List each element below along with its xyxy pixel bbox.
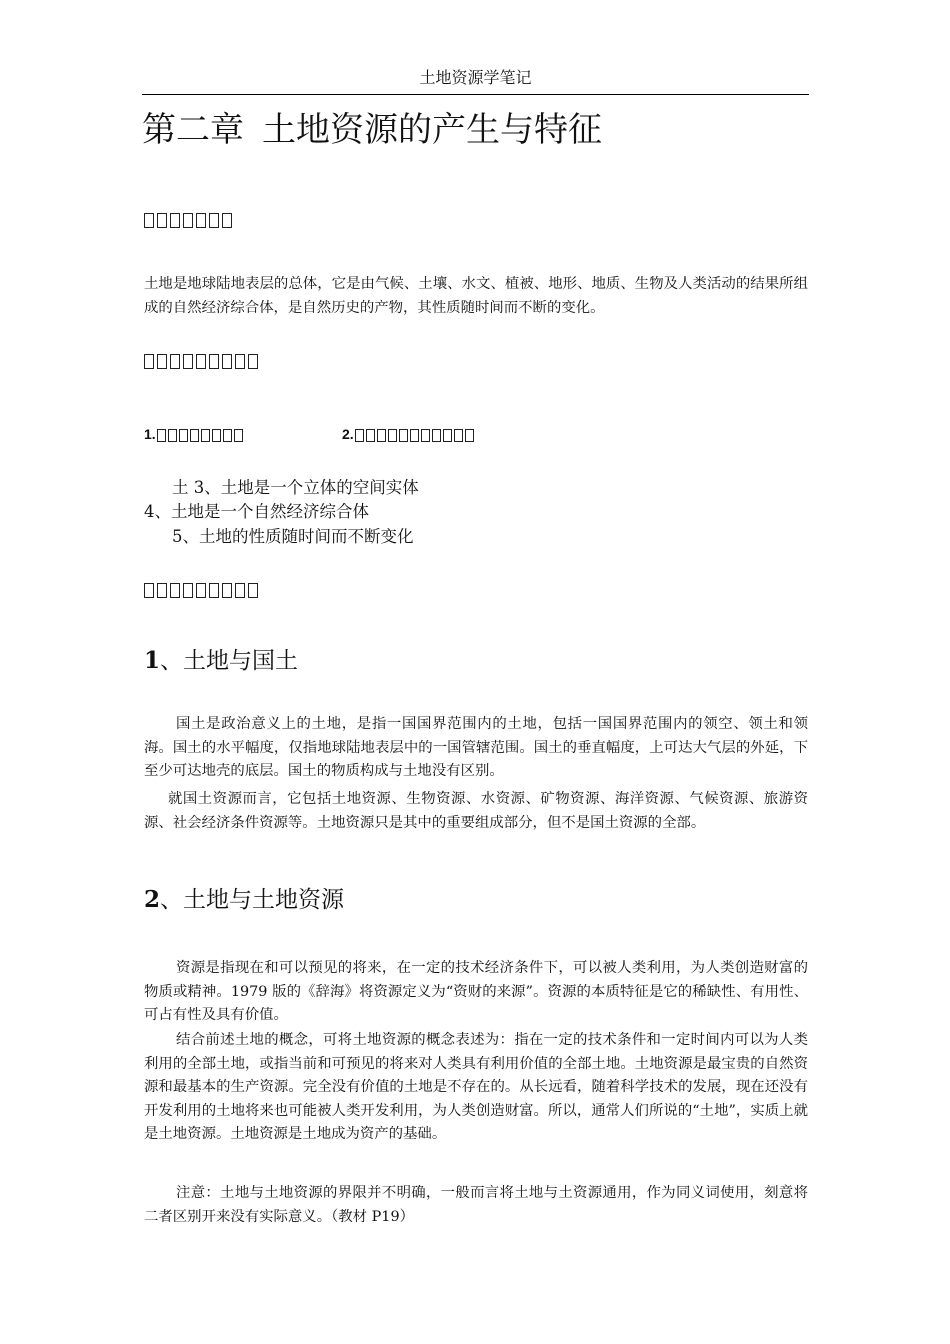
chapter-name: 土地资源的产生与特征 — [262, 110, 602, 150]
section-1-title: 、土地与国土 — [160, 648, 299, 674]
list-item-2-number: 2. — [342, 426, 354, 442]
list-item-2 — [342, 425, 476, 443]
list-item-4: 4、土地是一个自然经济综合体 — [144, 502, 369, 521]
chapter-number: 第二章 — [142, 110, 244, 150]
section-2-paragraph-1: 资源是指现在和可以预见的将来，在一定的技术经济条件下，可以被人类利用，为人类创造财富的物质或精神。1979 版的《辞海》将资源定义为“资财的来源”。资源的本质特征是它的稀缺性、有用性、可占有性及具有价值。 — [144, 960, 808, 1023]
section-2-number: 2 — [144, 886, 161, 913]
heading-missing-glyphs-2 — [144, 351, 261, 371]
section-1-paragraph-1: 国土是政治意义上的土地，是指一国国界范围内的土地，包括一国国界范围内的领空、领土和领海。国土的水平幅度，仅指地球陆地表层中的一国管辖范围。国土的垂直幅度，上可达大气层的外延，下至少可达地壳的底层。国土的物质构成与土地没有区别。 — [144, 716, 808, 779]
running-header-title: 土地资源学笔记 — [419, 68, 532, 87]
section-1-number: 1 — [144, 647, 161, 674]
definition-paragraph: 土地是地球陆地表层的总体，它是由气候、土壤、水文、植被、地形、地质、生物及人类活动的结果所组成的自然经济综合体，是自然历史的产物，其性质随时间而不断的变化。 — [144, 276, 808, 316]
section-2-title: 、土地与土地资源 — [160, 887, 345, 913]
section-heading-2 — [144, 884, 344, 916]
list-item-5: 5、土地的性质随时间而不断变化 — [172, 527, 414, 546]
list-item-3: 土 3、土地是一个立体的空间实体 — [172, 478, 419, 497]
section-2-paragraph-2: 结合前述土地的概念，可将土地资源的概念表述为：指在一定的技术条件和一定时间内可以为人类利用的全部土地，或指当前和可预见的将来对人类具有利用价值的全部土地。土地资源是最宝贵的自然资源和最基本的生产资源。完全没有价值的土地是不存在的。从长远看，随着科学技术的发展，现在还没有开发利用的土地将来也可能被人类开发利用，为人类创造财富。所以，通常人们所说的“土地”，实质上就是土地资源。土地资源是土地成为资产的基础。 — [144, 1032, 808, 1142]
chapter-title — [142, 108, 809, 152]
heading-missing-glyphs-3 — [144, 580, 261, 600]
section-2-paragraph-3: 注意：土地与土地资源的界限并不明确，一般而言将土地与土资源通用，作为同义词使用，刻意将二者区别开来没有实际意义。（教材 P19） — [144, 1185, 808, 1225]
list-item-1 — [144, 425, 245, 443]
list-item-1-number: 1. — [144, 426, 156, 442]
heading-missing-glyphs-1 — [144, 210, 235, 230]
section-heading-1 — [144, 645, 298, 677]
section-1-paragraph-2: 就国土资源而言，它包括土地资源、生物资源、水资源、矿物资源、海洋资源、气候资源、旅游资源、社会经济条件资源等。土地资源只是其中的重要组成部分，但不是国土资源的全部。 — [144, 791, 808, 831]
running-header — [142, 66, 809, 95]
